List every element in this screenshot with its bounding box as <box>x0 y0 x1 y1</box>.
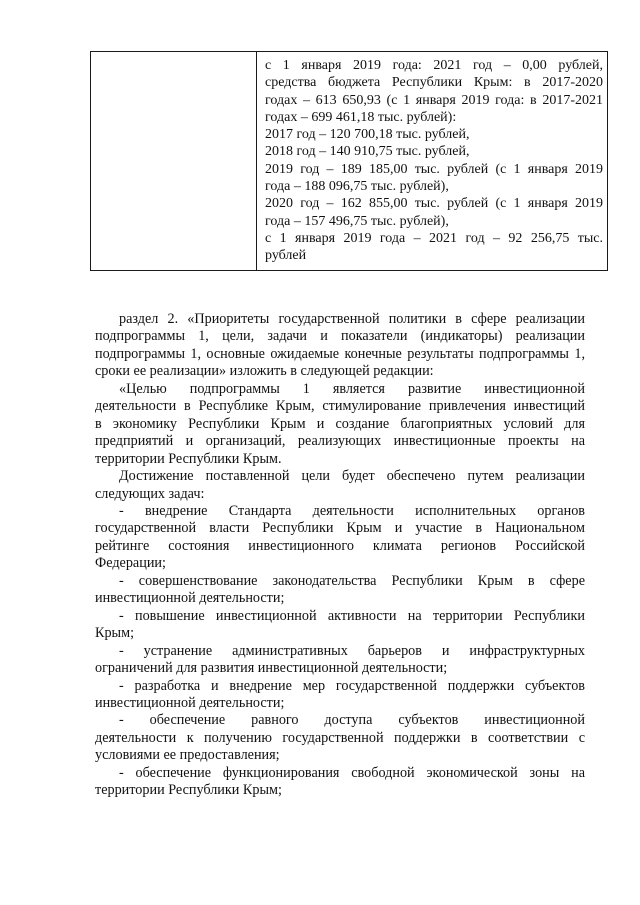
body-text <box>95 311 585 800</box>
list-item-line: условиями ее предоставления; <box>95 747 280 764</box>
table-text-line: 2020 год – 162 855,00 тыс. рублей (с 1 января 2019 <box>265 196 603 212</box>
table-text-line: средства бюджета Республики Крым: в 2017-2020 <box>265 75 603 91</box>
paragraph-line: в экономику Республики Крым и создание благоприятных условий для <box>95 415 585 432</box>
paragraph-line: следующих задач: <box>95 485 205 502</box>
list-item-line: деятельности к получению государственной поддержки в соответствии с <box>95 729 585 746</box>
table-text-line: с 1 января 2019 года – 2021 год – 92 256,75 тыс. <box>265 230 603 246</box>
table-text-line: 2017 год – 120 700,18 тыс. рублей, <box>265 127 470 143</box>
table-text-line: 2019 год – 189 185,00 тыс. рублей (с 1 января 2019 <box>265 161 603 177</box>
paragraph-line: «Целью подпрограммы 1 является развитие инвестиционной <box>119 380 585 397</box>
table-right-cell <box>257 52 607 270</box>
list-item-line: ограничений для развития инвестиционной деятельности; <box>95 660 448 677</box>
list-item-line: Крым; <box>95 625 135 642</box>
list-item-line: - совершенствование законодательства Республики Крым в сфере <box>119 572 585 589</box>
funding-table <box>90 51 608 271</box>
paragraph-line: раздел 2. «Приоритеты государственной политики в сфере реализации <box>119 311 585 327</box>
list-item-line: инвестиционной деятельности; <box>95 590 285 607</box>
table-text-line: с 1 января 2019 года: 2021 год – 0,00 рублей, <box>265 58 603 73</box>
table-text-line: 2018 год – 140 910,75 тыс. рублей, <box>265 144 470 160</box>
list-item-line: - обеспечение функционирования свободной экономической зоны на <box>119 764 585 781</box>
table-text-line: годах – 699 461,18 тыс. рублей): <box>265 109 457 125</box>
list-item-line: - внедрение Стандарта деятельности исполнительных органов <box>119 502 585 519</box>
list-item-line: государственной власти Республики Крым и участие в Национальном <box>95 520 585 537</box>
paragraph-line: территории Республики Крым. <box>95 450 282 467</box>
table-text-line: года – 157 496,75 тыс. рублей), <box>265 213 449 229</box>
table-text-line: годах – 613 650,93 (с 1 января 2019 года: в 2017-2021 <box>265 92 603 108</box>
table-left-cell <box>91 52 257 270</box>
list-item-line: - устранение административных барьеров и инфраструктурных <box>119 642 585 659</box>
table-text-line: рублей <box>265 248 307 264</box>
paragraph-line: Достижение поставленной цели будет обеспечено путем реализации <box>119 468 585 485</box>
paragraph-line: подпрограммы 1, основные ожидаемые конечные результаты подпрограммы 1, <box>95 345 585 362</box>
paragraph-line: предприятий и организаций, реализующих инвестиционные проекты на <box>95 433 585 450</box>
table-text-line: года – 188 096,75 тыс. рублей), <box>265 179 449 195</box>
list-item-line: Федерации; <box>95 555 166 572</box>
paragraph-line: сроки ее реализации» изложить в следующей редакции: <box>95 363 434 380</box>
list-item-line: рейтинге состояния инвестиционного климата регионов Российской <box>95 537 585 554</box>
list-item-line: - разработка и внедрение мер государственной поддержки субъектов <box>119 677 585 694</box>
list-item-line: - повышение инвестиционной активности на территории Республики <box>119 607 585 624</box>
paragraph-line: подпрограммы 1, цели, задачи и показатели (индикаторы) реализации <box>95 328 585 345</box>
list-item-line: территории Республики Крым; <box>95 782 282 799</box>
paragraph-line: деятельности в Республике Крым, стимулирование привлечения инвестиций <box>95 398 585 415</box>
list-item-line: инвестиционной деятельности; <box>95 694 285 711</box>
list-item-line: - обеспечение равного доступа субъектов инвестиционной <box>119 712 585 729</box>
